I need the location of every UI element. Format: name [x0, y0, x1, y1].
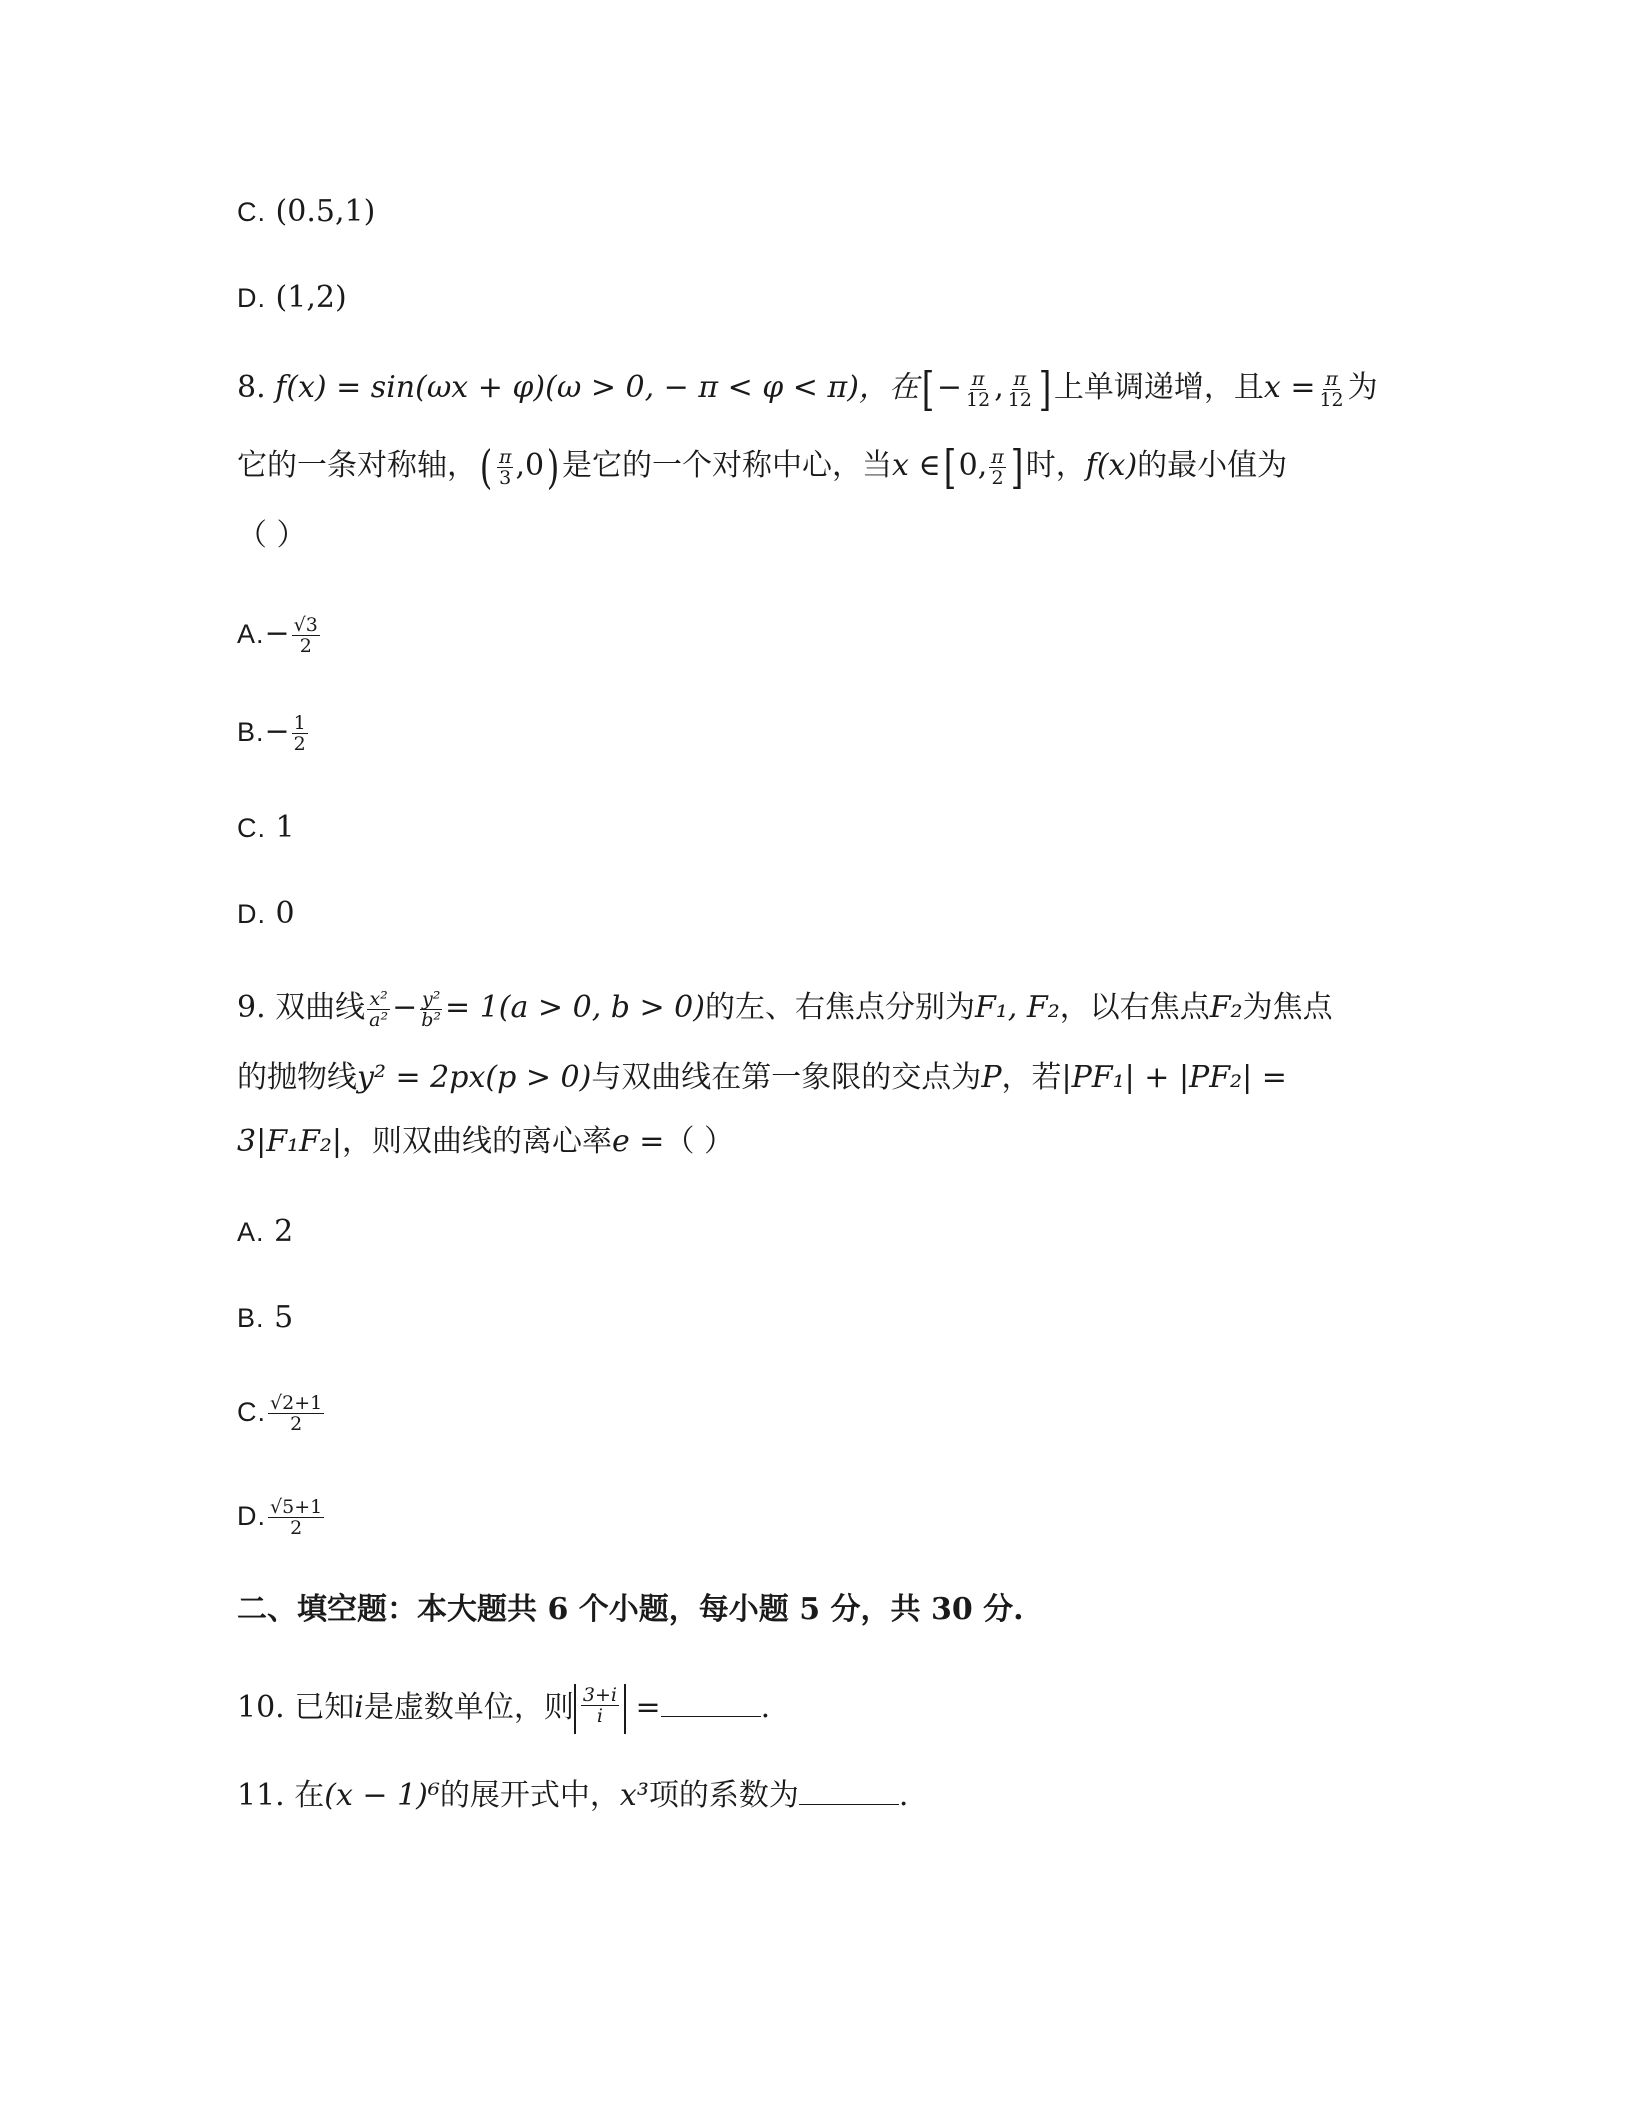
- right-bracket: ]: [1038, 362, 1052, 416]
- math: = 1(a > 0, b > 0): [445, 990, 705, 1025]
- frac-den: b²: [421, 1008, 442, 1031]
- frac-den: 2: [290, 1412, 303, 1435]
- math: (x − 1)⁶: [324, 1778, 440, 1813]
- period: .: [898, 1778, 909, 1813]
- text: 与双曲线在第一象限的交点为: [591, 1060, 982, 1095]
- math: ,0: [515, 448, 545, 483]
- frac-num: √2+1: [270, 1391, 323, 1414]
- frac-den: 12: [966, 388, 991, 411]
- absolute-value: [574, 1684, 626, 1734]
- math: x ∈: [892, 448, 941, 483]
- frac-num: π: [971, 367, 985, 390]
- answer-blank[interactable]: [661, 1688, 761, 1717]
- period: .: [760, 1690, 771, 1725]
- text: 时，: [1025, 448, 1086, 483]
- option-text: 5: [274, 1300, 294, 1335]
- frac-num: x²: [369, 987, 388, 1010]
- text: 的抛物线: [237, 1060, 357, 1095]
- answer-paren: （ ）: [237, 518, 307, 553]
- text: 是虚数单位，则: [363, 1690, 574, 1725]
- left-bracket: [: [943, 440, 956, 494]
- option-text: 0: [275, 896, 295, 931]
- section-heading: 二、填空题：本大题共 6 个小题，每小题 5 分，共 30 分.: [237, 1592, 1024, 1627]
- frac-num: √5+1: [270, 1495, 323, 1518]
- option-label: A.: [237, 619, 265, 649]
- frac-x2-a2: [367, 989, 390, 1030]
- frac-num: π: [498, 445, 512, 468]
- frac-den: 12: [1319, 388, 1344, 411]
- frac-den: a²: [369, 1008, 389, 1031]
- text: 为焦点: [1242, 990, 1333, 1025]
- text: 在: [294, 1778, 325, 1813]
- math: P: [981, 1060, 1002, 1095]
- frac-num: π: [1325, 367, 1338, 390]
- option-c-prev: [237, 192, 375, 232]
- q8-line-1: [237, 362, 1378, 416]
- q8-option-c: [237, 808, 295, 848]
- option-label: A.: [237, 1217, 265, 1247]
- frac-den: 12: [1007, 388, 1032, 411]
- text: 为: [1347, 370, 1378, 405]
- frac-pi-12c: [1317, 369, 1345, 410]
- math: f(x): [1085, 448, 1138, 483]
- q8-function: f(x) = sin(ωx + φ)(ω > 0, − π < φ < π)，在: [275, 370, 919, 405]
- math: F₁, F₂: [974, 990, 1060, 1025]
- q9-line-2: [237, 1058, 1287, 1098]
- answer-blank[interactable]: [799, 1776, 899, 1805]
- frac-y2-b2: [419, 989, 443, 1030]
- frac-den: i: [596, 1704, 603, 1727]
- math: e =: [612, 1124, 665, 1159]
- frac-den: 2: [299, 634, 312, 657]
- text: 它的一条对称轴，: [237, 448, 477, 483]
- option-frac: [292, 615, 320, 656]
- frac-num: 3+i: [582, 1683, 617, 1706]
- q8-line-3: [237, 516, 307, 556]
- text: 的展开式中，: [439, 1778, 620, 1813]
- text: 是它的一个对称中心，当: [562, 448, 893, 483]
- left-bracket: [: [921, 362, 935, 416]
- text: ，若: [1001, 1060, 1062, 1095]
- minus-sign: −: [392, 990, 418, 1025]
- option-text: (0.5,1): [275, 194, 376, 229]
- equals-sign: =: [635, 1690, 661, 1725]
- q8-option-d: [237, 894, 295, 934]
- q9-option-c: [237, 1392, 326, 1434]
- option-label: C.: [237, 1397, 266, 1427]
- comma: ,: [994, 370, 1004, 405]
- q8-option-b: [237, 712, 310, 754]
- frac-den: 2: [293, 732, 306, 755]
- question-number: 8.: [237, 370, 266, 405]
- minus-sign: −: [264, 616, 290, 651]
- q9-line-3: [237, 1122, 734, 1162]
- text: 项的系数为: [648, 1778, 799, 1813]
- option-label: B.: [237, 1303, 265, 1333]
- option-label: B.: [237, 717, 265, 747]
- frac-num: √3: [293, 613, 318, 636]
- option-label: D.: [237, 1501, 266, 1531]
- q8-option-a: [237, 614, 322, 656]
- option-frac: [292, 713, 308, 754]
- left-paren: (: [479, 440, 493, 494]
- q9-line-1: [237, 988, 1333, 1030]
- option-text: (1,2): [275, 280, 347, 315]
- option-text: 2: [274, 1214, 294, 1249]
- option-frac: [268, 1497, 324, 1538]
- option-label: D.: [237, 283, 266, 313]
- frac-num: π: [991, 445, 1004, 468]
- q9-option-a: [237, 1212, 293, 1252]
- q8-line-2: [237, 440, 1288, 494]
- question-number: 11.: [237, 1778, 285, 1813]
- frac-den: 2: [290, 1516, 303, 1539]
- text: 上单调递增，且: [1053, 370, 1264, 405]
- math: x =: [1263, 370, 1316, 405]
- frac-pi-2: [989, 447, 1006, 488]
- math: 3|F₁F₂|: [237, 1124, 342, 1159]
- text: 的最小值为: [1137, 448, 1288, 483]
- math: 0,: [958, 448, 988, 483]
- option-text: 1: [275, 810, 295, 845]
- math: F₂: [1209, 990, 1243, 1025]
- option-label: D.: [237, 899, 266, 929]
- frac-den: 3: [499, 466, 512, 489]
- math: i: [354, 1690, 364, 1725]
- frac-pi-12b: [1006, 369, 1034, 410]
- option-label: C.: [237, 813, 266, 843]
- answer-paren: （ ）: [664, 1124, 734, 1159]
- minus-sign: −: [936, 370, 962, 405]
- frac-num: π: [1013, 367, 1027, 390]
- q11-line: [237, 1776, 908, 1816]
- frac-num: 1: [293, 711, 306, 734]
- text: ，则双曲线的离心率: [342, 1124, 612, 1159]
- frac-pi-3: [497, 447, 514, 488]
- question-number: 9.: [237, 990, 266, 1025]
- q9-option-b: [237, 1298, 293, 1338]
- text: ，以右焦点: [1059, 990, 1210, 1025]
- question-number: 10.: [237, 1690, 285, 1725]
- minus-sign: −: [264, 714, 290, 749]
- option-d-prev: [237, 278, 347, 318]
- q9-option-d: [237, 1496, 326, 1538]
- q10-line: [237, 1684, 770, 1734]
- option-frac: [268, 1393, 324, 1434]
- option-label: C.: [237, 197, 266, 227]
- right-bracket: ]: [1010, 440, 1024, 494]
- text: 双曲线: [275, 990, 366, 1025]
- right-paren: ): [546, 440, 560, 494]
- text: 已知: [294, 1690, 355, 1725]
- math: |PF₁| + |PF₂| =: [1061, 1060, 1287, 1095]
- math: x³: [619, 1778, 649, 1813]
- math: y² = 2px(p > 0): [357, 1060, 592, 1095]
- frac-pi-12: [964, 369, 992, 410]
- frac-3i-i: [581, 1685, 619, 1726]
- frac-num: y²: [421, 987, 441, 1010]
- frac-den: 2: [991, 466, 1004, 489]
- text: 的左、右焦点分别为: [704, 990, 975, 1025]
